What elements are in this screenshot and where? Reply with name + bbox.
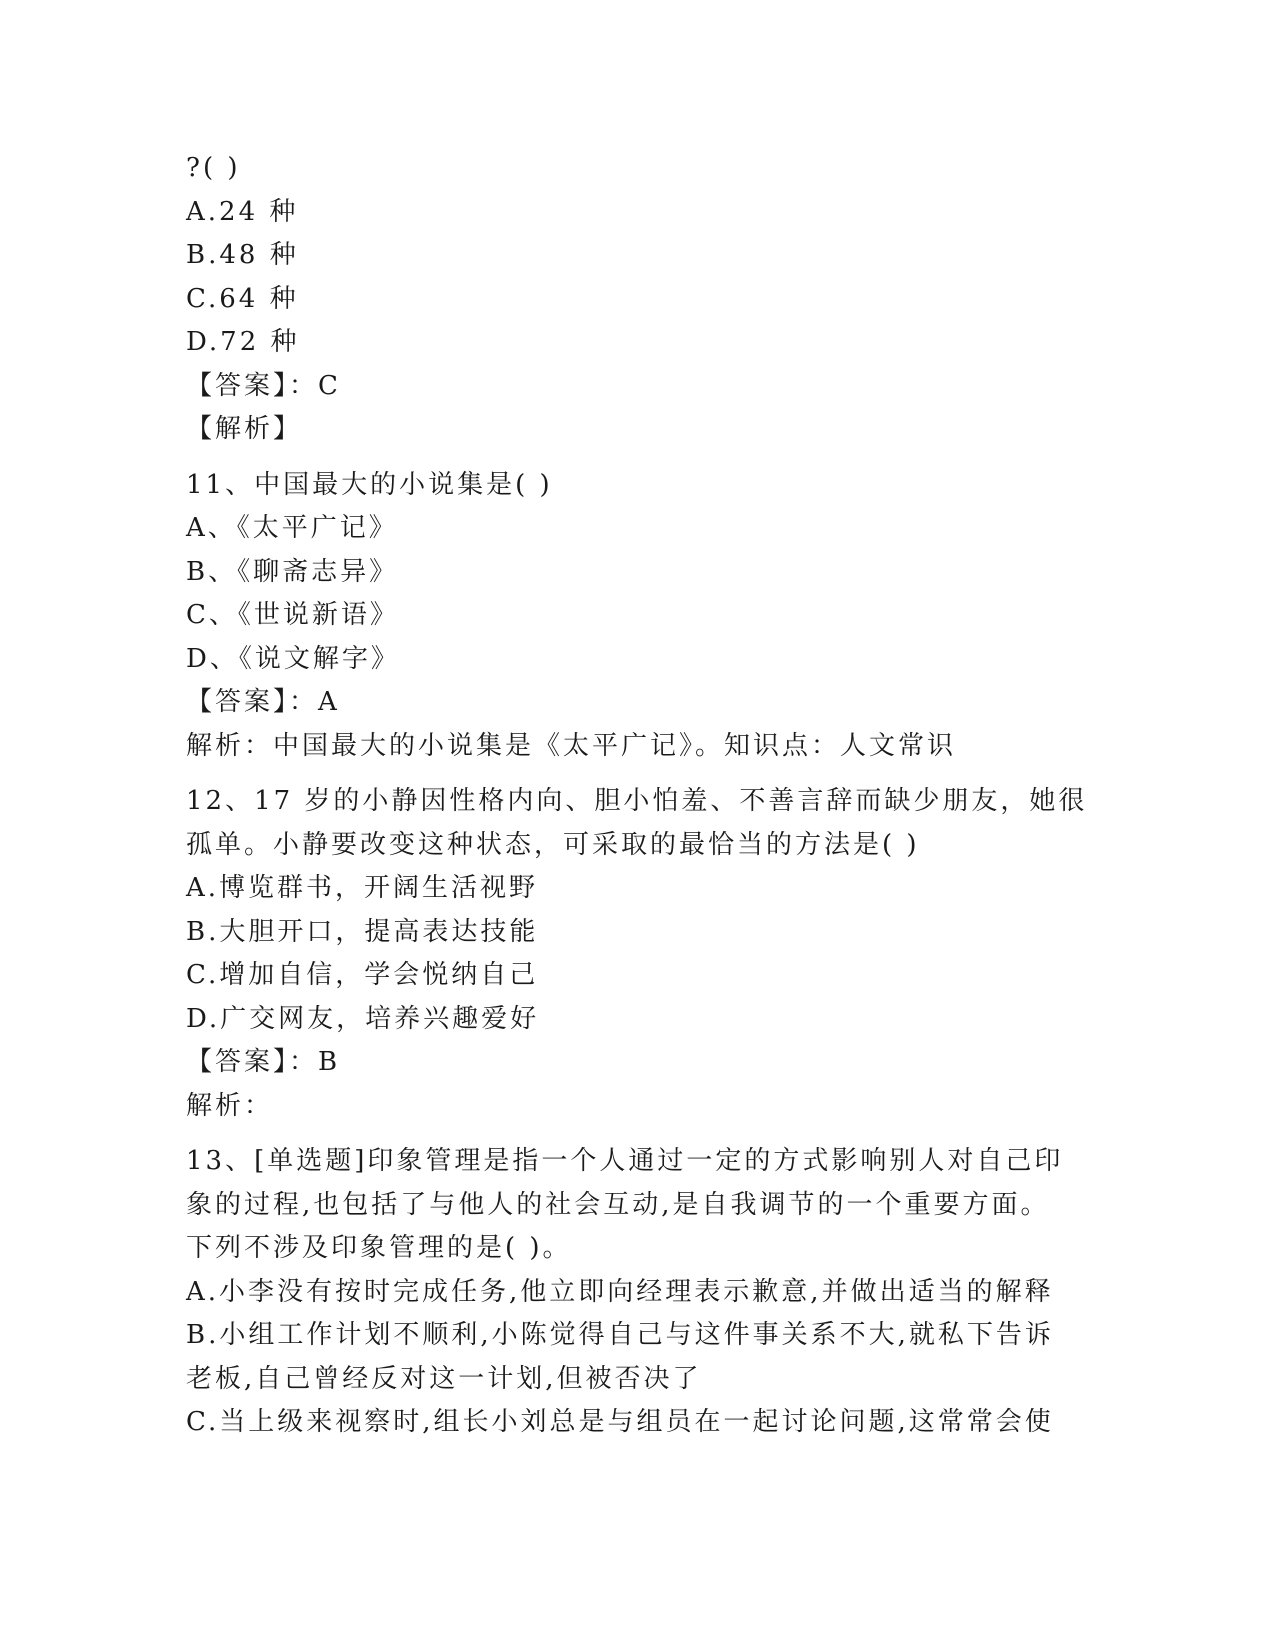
question-12 [186,780,1086,1128]
option-a: A.博览群书，开阔生活视野 [186,873,539,903]
analysis: 解析： [186,1090,274,1121]
answer: 【答案】：C [186,370,341,401]
answer: 【答案】：B [186,1047,341,1077]
question-stem: 11、中国最大的小说集是( ) [186,469,553,500]
question-stem-line-1: 12、17 岁的小静因性格内向、胆小怕羞、不善言辞而缺少朋友，她很 [186,786,1088,816]
analysis: 解析：中国最大的小说集是《太平广记》。知识点：人文常识 [186,730,957,761]
option-b-continued: 老板,自己曾经反对这一计划,但被否决了 [186,1363,702,1394]
option-c: C.64 种 [186,283,299,314]
document-page [186,147,1086,1445]
option-d: D、《说文解字》 [186,643,400,674]
option-a: A.小李没有按时完成任务,他立即向经理表示歉意,并做出适当的解释 [186,1276,1054,1307]
option-c: C.当上级来视察时,组长小刘总是与组员在一起讨论问题,这常常会使 [186,1407,1054,1437]
question-stem-line-3: 下列不涉及印象管理的是( )。 [186,1233,572,1263]
option-b: B.大胆开口，提高表达技能 [186,916,539,947]
question-13 [186,1140,1086,1445]
option-b: B.48 种 [186,240,299,270]
option-b: B、《聊斋志异》 [186,556,399,587]
option-c: C.增加自信，学会悦纳自己 [186,960,539,990]
question-10 [186,147,1086,452]
option-d: D.72 种 [186,327,300,357]
analysis: 【解析】 [186,414,303,444]
option-a: A、《太平广记》 [186,513,398,543]
question-stem-line-2: 象的过程,也包括了与他人的社会互动,是自我调节的一个重要方面。 [186,1189,1050,1220]
option-c: C、《世说新语》 [186,600,399,630]
answer: 【答案】：A [186,687,340,717]
option-b: B.小组工作计划不顺利,小陈觉得自己与这件事关系不大,就私下告诉 [186,1320,1054,1350]
question-stem-line-1: 13、[单选题]印象管理是指一个人通过一定的方式影响别人对自己印 [186,1146,1064,1176]
option-a: A.24 种 [186,196,299,227]
question-11 [186,464,1086,769]
question-stem: ?( ) [186,153,241,183]
question-stem-line-2: 孤单。小静要改变这种状态，可采取的最恰当的方法是( ) [186,829,920,860]
option-d: D.广交网友，培养兴趣爱好 [186,1003,540,1034]
